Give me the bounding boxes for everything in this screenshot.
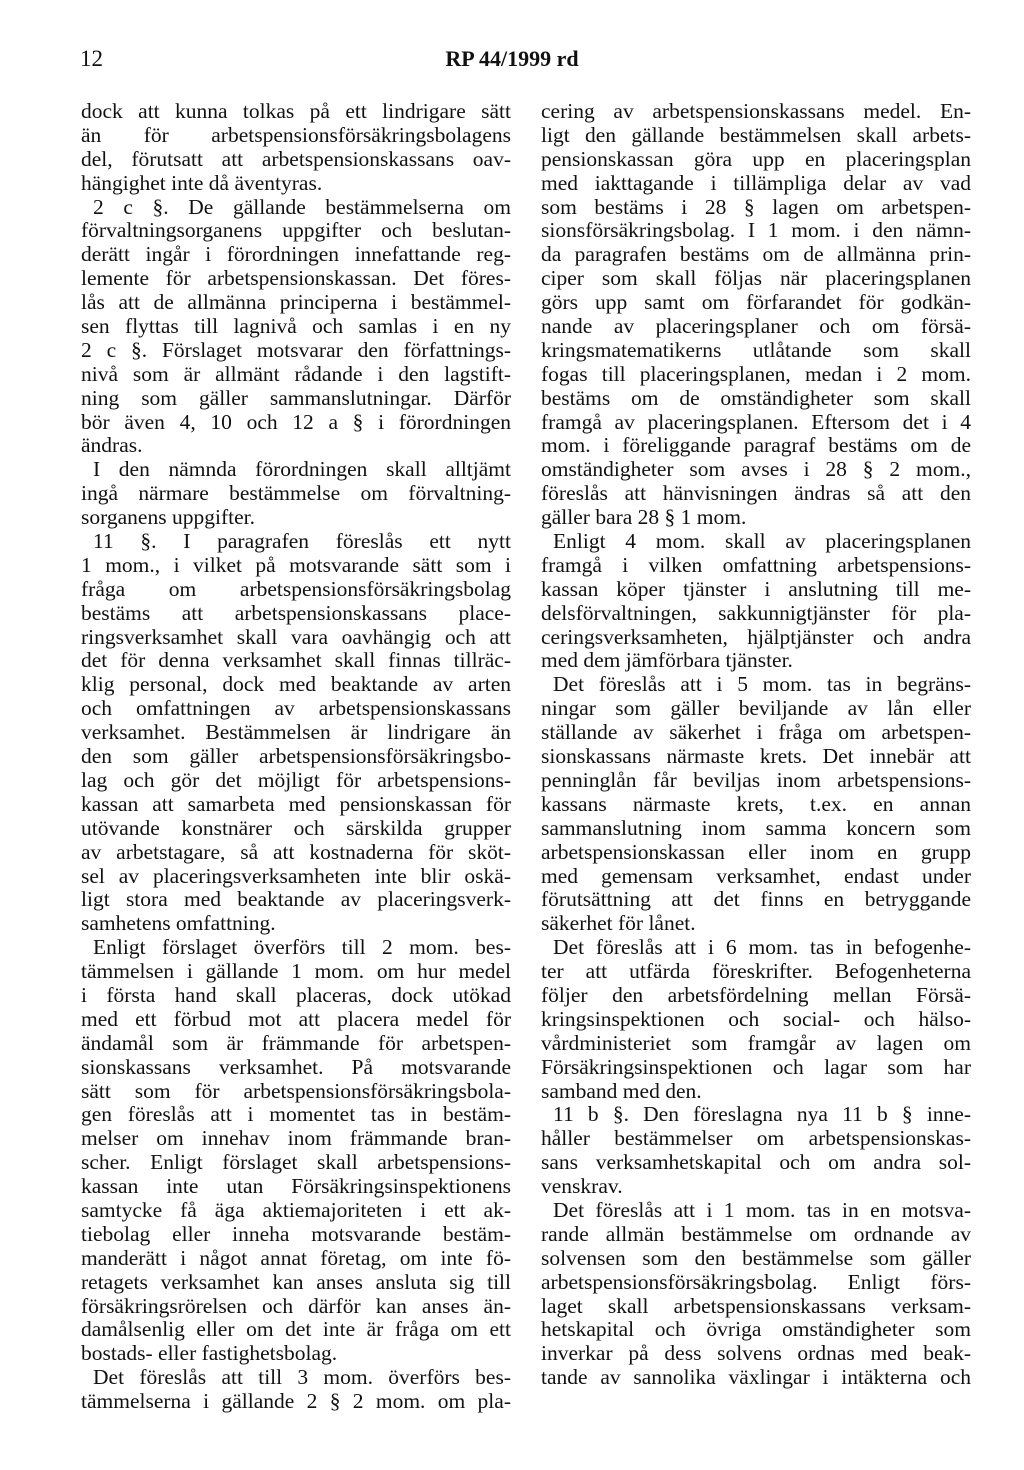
right-column-line: ligt den gällande bestämmelsen skall arbets- bbox=[541, 122, 971, 147]
right-column-line: tande av sannolika växlingar i intäkterna och bbox=[541, 1365, 971, 1390]
left-column-line: samtycke få äga aktiemajoriteten i ett ak- bbox=[81, 1197, 511, 1222]
right-column-line: Det föreslås att i 6 mom. tas in befogenhe- bbox=[553, 935, 971, 960]
right-column-line: penninglån får beviljas inom arbetspensions- bbox=[541, 767, 971, 792]
right-column-line: laget skall arbetspensionskassans verksam- bbox=[541, 1293, 971, 1318]
right-column-line: sionsförsäkringsbolag. I 1 mom. i den nämn- bbox=[541, 218, 971, 243]
left-column-line: i första hand skall placeras, dock utökad bbox=[81, 982, 511, 1007]
right-column-line: hetskapital och övriga omständigheter som bbox=[541, 1317, 971, 1342]
right-column-line: föreslås att hänvisningen ändras så att den bbox=[541, 481, 971, 506]
right-column-line: gäller bara 28 § 1 mom. bbox=[541, 505, 747, 530]
right-column-line: sans verksamhetskapital och om andra sol- bbox=[541, 1150, 971, 1175]
left-column-line: samhetens omfattning. bbox=[81, 911, 276, 936]
left-column-line: försäkringsrörelsen och därför kan anses än- bbox=[81, 1293, 511, 1318]
right-column-line: framgå av placeringsplanen. Eftersom det i 4 bbox=[541, 409, 971, 434]
right-column-line: bestäms om de omständigheter som skall bbox=[541, 385, 971, 410]
left-column-line: klig personal, dock med beaktande av arten bbox=[81, 672, 511, 697]
right-column-line: kassans närmaste krets, t.ex. en annan bbox=[541, 791, 971, 816]
right-column-line: ceringsverksamheten, hjälptjänster och andra bbox=[541, 624, 971, 649]
right-column-line: venskrav. bbox=[541, 1174, 623, 1199]
right-column-line: ställande av säkerhet i fråga om arbetspen- bbox=[541, 720, 971, 745]
left-column-line: gen föreslås att i momentet tas in bestäm- bbox=[81, 1102, 511, 1127]
left-column-line: ändamål som är främmande för arbetspen- bbox=[81, 1030, 511, 1055]
left-column-line: sel av placeringsverksamheten inte blir oskä- bbox=[81, 863, 511, 888]
left-column-line: det för denna verksamhet skall finnas tillräc- bbox=[81, 648, 511, 673]
left-column-line: lås att de allmänna principerna i bestämmel- bbox=[81, 290, 511, 315]
left-column-line: ringsverksamhet skall vara oavhängig och att bbox=[81, 624, 511, 649]
right-column-line: solvensen som den bestämmelse som gäller bbox=[541, 1245, 971, 1270]
right-column-line: arbetspensionsförsäkringsbolag. Enligt förs- bbox=[541, 1269, 971, 1294]
right-column-line: säkerhet för lånet. bbox=[541, 911, 696, 936]
right-column-line: nande av placeringsplaner och om försä- bbox=[541, 314, 971, 339]
left-column-line: nivå som är allmänt rådande i den lagstift- bbox=[81, 361, 511, 386]
left-column-line: retagets verksamhet kan anses ansluta sig till bbox=[81, 1269, 511, 1294]
left-column-line: Det föreslås att till 3 mom. överförs bes- bbox=[93, 1365, 511, 1390]
left-column-line: 2 c §. Förslaget motsvarar den författnings- bbox=[81, 337, 511, 362]
right-column-line: fogas till placeringsplanen, medan i 2 mom. bbox=[541, 361, 971, 386]
left-column-line: bör även 4, 10 och 12 a § i förordningen bbox=[81, 409, 511, 434]
right-column-line: som bestäms i 28 § lagen om arbetspen- bbox=[541, 194, 971, 219]
left-column-line: och omfattningen av arbetspensionskassans bbox=[81, 696, 511, 721]
right-column-line: görs upp samt om förfarandet för godkän- bbox=[541, 290, 971, 315]
left-column-line: bestäms att arbetspensionskassans place- bbox=[81, 600, 511, 625]
left-column-line: 11 §. I paragrafen föreslås ett nytt bbox=[93, 529, 511, 554]
left-column-line: verksamhet. Bestämmelsen är lindrigare än bbox=[81, 720, 511, 745]
right-column-line: Försäkringsinspektionen och lagar som har bbox=[541, 1054, 971, 1079]
left-column-line: melser om innehav inom främmande bran- bbox=[81, 1126, 511, 1151]
right-column-line: inverkar på dess solvens ordnas med beak- bbox=[541, 1341, 971, 1366]
right-column-line: sammanslutning inom samma koncern som bbox=[541, 815, 971, 840]
left-column-line: sionskassans verksamhet. På motsvarande bbox=[81, 1054, 511, 1079]
left-column-line: utövande konstnärer och särskilda grupper bbox=[81, 815, 511, 840]
left-column-line: sätt som för arbetspensionsförsäkringsbola- bbox=[81, 1078, 511, 1103]
left-column-line: derätt ingår i förordningen innefattande reg- bbox=[81, 242, 511, 267]
right-column-line: ningar som gäller beviljande av lån eller bbox=[541, 696, 971, 721]
right-column-line: mom. i föreliggande paragraf bestäms om de bbox=[541, 433, 971, 458]
left-column-line: damålsenlig eller om det inte är fråga om ett bbox=[81, 1317, 511, 1342]
left-column-line: sorganens uppgifter. bbox=[81, 505, 255, 530]
left-column-line: Enligt förslaget överförs till 2 mom. bes- bbox=[93, 935, 511, 960]
right-column-line: delsförvaltningen, sakkunnigtjänster för pla- bbox=[541, 600, 971, 625]
right-column-line: med dem jämförbara tjänster. bbox=[541, 648, 793, 673]
right-column-line: ter att utfärda föreskrifter. Befogenheterna bbox=[541, 959, 971, 984]
right-column-line: samband med den. bbox=[541, 1078, 702, 1103]
right-column-line: följer den arbetsfördelning mellan Försä- bbox=[541, 982, 971, 1007]
left-column-line: fråga om arbetspensionsförsäkringsbolag bbox=[81, 576, 511, 601]
right-column-line: arbetspensionskassan eller inom en grupp bbox=[541, 839, 971, 864]
left-column-line: tämmelsen i gällande 1 mom. om hur medel bbox=[81, 959, 511, 984]
left-column-line: ligt stora med beaktande av placeringsverk- bbox=[81, 887, 511, 912]
left-column-line: sen flyttas till lagnivå och samlas i en ny bbox=[81, 314, 511, 339]
right-column-line: pensionskassan göra upp en placeringsplan bbox=[541, 146, 971, 171]
right-column-line: omständigheter som avses i 28 § 2 mom., bbox=[541, 457, 971, 482]
right-column-line: kringsinspektionen och social- och hälso- bbox=[541, 1006, 971, 1031]
right-column-line: vårdministeriet som framgår av lagen om bbox=[541, 1030, 971, 1055]
left-column-line: tiebolag eller inneha motsvarande bestäm- bbox=[81, 1221, 511, 1246]
right-column-line: ciper som skall följas när placeringsplanen bbox=[541, 266, 971, 291]
left-column-line: manderätt i något annat företag, om inte fö- bbox=[81, 1245, 511, 1270]
left-column-line: ingå närmare bestämmelse om förvaltning- bbox=[81, 481, 511, 506]
left-column-line: ning som gäller sammanslutningar. Därför bbox=[81, 385, 511, 410]
left-column-line: med ett förbud mot att placera medel för bbox=[81, 1006, 511, 1031]
right-column-line: Det föreslås att i 5 mom. tas in begräns- bbox=[553, 672, 971, 697]
running-header-title: RP 44/1999 rd bbox=[445, 46, 579, 71]
left-column-line: den som gäller arbetspensionsförsäkringsbo- bbox=[81, 744, 511, 769]
right-column-line: framgå i vilken omfattning arbetspensions- bbox=[541, 552, 971, 577]
right-column-line: 11 b §. Den föreslagna nya 11 b § inne- bbox=[553, 1102, 971, 1127]
left-text-column bbox=[81, 100, 511, 1414]
left-column-line: lag och gör det möjligt för arbetspensions- bbox=[81, 767, 511, 792]
left-column-line: ändras. bbox=[81, 433, 143, 458]
left-column-line: bostads- eller fastighetsbolag. bbox=[81, 1341, 338, 1366]
right-text-column bbox=[541, 100, 971, 1390]
left-column-line: än för arbetspensionsförsäkringsbolagens bbox=[81, 122, 511, 147]
right-column-line: håller bestämmelser om arbetspensionskas- bbox=[541, 1126, 971, 1151]
left-column-line: tämmelserna i gällande 2 § 2 mom. om pla- bbox=[81, 1389, 511, 1414]
right-column-line: med gemensam verksamhet, endast under bbox=[541, 863, 971, 888]
left-column-line: kassan inte utan Försäkringsinspektionens bbox=[81, 1174, 511, 1199]
left-column-line: lemente för arbetspensionskassan. Det föres- bbox=[81, 266, 511, 291]
right-column-line: cering av arbetspensionskassans medel. En- bbox=[541, 99, 971, 123]
right-column-line: kringsmatematikerns utlåtande som skall bbox=[541, 337, 971, 362]
left-column-line: hängighet inte då äventyras. bbox=[81, 170, 323, 195]
left-column-line: del, förutsatt att arbetspensionskassans oav- bbox=[81, 146, 511, 171]
right-column-line: förutsättning att det finns en betryggande bbox=[541, 887, 971, 912]
left-column-line: kassan att samarbeta med pensionskassan för bbox=[81, 791, 511, 816]
left-column-line: dock att kunna tolkas på ett lindrigare sätt bbox=[81, 99, 511, 123]
right-column-line: med iakttagande i tillämpliga delar av vad bbox=[541, 170, 971, 195]
right-column-line: Enligt 4 mom. skall av placeringsplanen bbox=[553, 529, 971, 554]
left-column-line: 2 c §. De gällande bestämmelserna om bbox=[93, 194, 511, 219]
right-column-line: Det föreslås att i 1 mom. tas in en motsva- bbox=[553, 1197, 971, 1222]
left-column-line: scher. Enligt förslaget skall arbetspensions- bbox=[81, 1150, 511, 1175]
right-column-line: sionskassans närmaste krets. Det innebär att bbox=[541, 744, 971, 769]
right-column-line: kassan köper tjänster i anslutning till me- bbox=[541, 576, 971, 601]
page-number: 12 bbox=[80, 46, 103, 71]
right-column-line: rande allmän bestämmelse om ordnande av bbox=[541, 1221, 971, 1246]
left-column-line: I den nämnda förordningen skall alltjämt bbox=[93, 457, 511, 482]
left-column-line: av arbetstagare, så att kostnaderna för sköt- bbox=[81, 839, 511, 864]
right-column-line: da paragrafen bestäms om de allmänna prin- bbox=[541, 242, 971, 267]
left-column-line: förvaltningsorganens uppgifter och beslutan- bbox=[81, 218, 511, 243]
left-column-line: 1 mom., i vilket på motsvarande sätt som i bbox=[81, 552, 511, 577]
